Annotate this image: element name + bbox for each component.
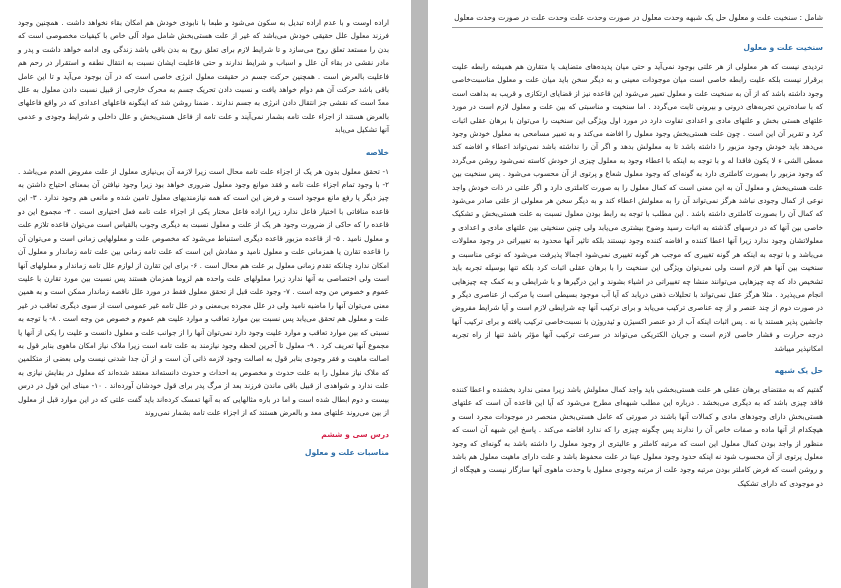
next-lesson-subtitle: مناسبات علت و معلول [304,448,389,458]
right-page [428,0,841,588]
page-header: شامل : سنخیت علت و معلول حل یک شبهه وحدت معلول در صورت وحدت علت وحدت علت در صورت وحدت معلول [452,12,823,28]
intro-paragraph: اراده اوست و با عدم اراده تبدیل به سکون می‌شود و طبعا با نابودی خودش هم امکان بقاء نخواهد داشت . همچنین وجود فرزند معلول علل حقیقی خودش می‌باشد که غیر از علت هستی‌بخش شامل مواد آلی خاص با کیفیات مخصوصی است که بدن را مستعد تعلق روح می‌سازد و تا شرایط لازم برای تعلق روح به بدن باقی باشد زندگی وی ادامه خواهد داشت و پدر و مادر نقشی در بقاء آن علل و اسباب و شرایط ندارند و حتی فاعلیت ایشان نسبت به انتقال نطفه و استقرار در رحم هم فاعلیت بالعرض است . همچنین حرکت جسم در حقیقت معلول انرژی خاصی است که در آن بوجود می‌آید و تا این عامل باقی باشد حرکت آن هم دوام خواهد یافت و نسبت دادن تحریک جسم به محرک خارجی از قبیل نسبت دادن معلول به علل معدّ است که نقشی جز انتقال دادن انرژی به جسم ندارند . ضمنا روشن شد که اینگونه فاعلهای اعدادی که در واقع فاعلهای بالعرض هستند از اجزاء علت تامه بشمار نمی‌آیند و علت تامه از فاعل هستی‌بخش و علل داخلی و شرایط وجودی و عدمی آنها تشکیل می‌یابد [18,18,389,135]
section-heading-causal-congruence: سنخیت علت و معلول [743,43,823,52]
summary-heading: خلاصه [365,147,389,157]
section-paragraph-causal-congruence: تردیدی نیست که هر معلولی از هر علتی بوجود نمی‌آید و حتی میان پدیده‌های متضایف یا متقارن هم همیشه رابطه علیت برقرار نیست بلکه علیت رابطه خاصی است میان موجودات معینی و به دیگر سخن باید میان علت و معلول مناسبت‌خاصی وجود داشته باشد که از آن به سنخیت علت و معلول تعبیر می‌شود این قاعده نیز از قضایای ارتکازی و قریب به بداهت است که با ساده‌ترین تجربه‌های درونی و بیرونی ثابت می‌گردد . اما سنخیت و مناسبتی که بین علت و معلول لازم است در مورد علتهای هستی بخش و علتهای مادی و اعدادی تفاوت دارد در مورد اول ویژگی این سنخیت را می‌توان با برهان عقلی اثبات کرد و تقریر آن این است . چون علت هستی‌بخش وجود معلول را افاضه می‌کند و به تعبیر مسامحی به معلول خودش وجود می‌دهد باید خودش وجود مزبور را داشته باشد تا به معلولش بدهد و اگر آن را نداشته باشد نمی‌تواند اعطاء و افاضه کند معطی الشی ء لا یکون فاقدا له و با توجه به اینکه با اعطاء وجود به معلول چیزی از خودش کاسته نمی‌شود روشن می‌گردد که وجود مزبور را بصورت کاملتری دارد به گونه‌ای که وجود معلول شعاع و پرتوی از آن محسوب می‌شود . پس سنخیت بین علت هستی‌بخش و معلول آن به این معنی است که کمال معلول را به صورت کاملتری دارد و اگر علتی در ذات خودش واجد نوعی از کمال وجودی نباشد هرگز نمی‌تواند آن را به معلولش اعطاء کند و به دیگر سخن هر معلولی از علتی صادر می‌شود که کمال آن را بصورت کاملتری داشته باشد . این مطلب با توجه به رابط بودن معلول نسبت به علت هستی‌بخش و تشکیک خاصی بین آنها که در درسهای گذشته به اثبات رسید وضوح بیشتری می‌یابد ولی چنین سنخیتی بین علتهای مادی و اعدادی و معلولاتشان وجود ندارد زیرا آنها اعطا کننده و افاضه کننده وجود نیستند بلکه تاثیر آنها محدود به تغییراتی در وجود معلولات می‌باشد و با توجه به اینکه هر گونه تغییری که موجب هر گونه تغییری نمی‌شود اجمالا پذیرفت می‌شود که نوعی مناسبت و سنخیت بین آنها هم لازم است ولی نمی‌توان ویژگی این سنخیت را با برهان عقلی اثبات کرد بلکه تنها بوسیله تجربه باید تشخیص داد که چه چیزهایی می‌توانند منشا چه تغییراتی در اشیاء بشوند و این درگیرها و با شرایطی و به کمک چه چیزهایی انجام می‌پذیرد . مثلا هرگز عقل نمی‌تواند با تحلیلات ذهنی دریابد که آیا آب موجود بسیطی است یا مرکب از عناصری دیگر و در صورت دوم از چند عنصر و از چه عناصری ترکیب می‌یابد و برای ترکیب آنها چه شرایطی لازم است و آیا شرایط مفروض جانشین پذیر هستند یا نه . پس اثبات اینکه آب از دو عنصر اکسیژن و ئیدروژن با نسبت‌خاصی ترکیب یافته و برای ترکیب آنها درجه حرارت و فشار خاصی لازم است و جریان الکتریکی می‌تواند در سرعت ترکیب آنها مؤثر باشد تنها از راه تجربه امکانپذیر میباشد [452,62,823,353]
next-lesson-title: درس سی و ششم [321,430,389,440]
left-page [0,0,411,588]
section-paragraph-resolving-doubt: گفتیم که به مقتضای برهان عقلی هر علت هستی‌بخشی باید واجد کمال معلولش باشد زیرا معنی ندارد بخشنده و اعطا کننده فاقد چیزی باشد که به دیگری می‌بخشد . درباره این مطلب شبهه‌ای مطرح می‌شود که آیا این قاعده آن است که علتهای هستی‌بخش دارای وجودهای مادی و کمالات آنها باشند در صورتی که عامل هستی‌بخش منحصر در موجودات مجرد است و هیچکدام از آنها ماده و صفات خاص آن را ندارند پس چگونه چیزی را که ندارد افاضه می‌کند . پاسخ این شبهه آن است که منظور از واجد بودن کمال معلول این است که مرتبه کاملتر و عالیتری از وجود معلول را داشته باشد به گونه‌ای که وجود معلول پرتوی از آن محسوب شود نه اینکه حدود وجود معلول عینا در علت محفوظ باشد و علت دارای ماهیت معلول هم باشد و روشن است که فرض کاملتر بودن مرتبه وجود علت از مرتبه وجودی معلول با وحدت ماهوی آنها سازگار نیست و هیچگاه از دو موجودی که دارای تشکیک [452,384,823,488]
section-heading-resolving-doubt: حل یک شبهه [774,365,823,375]
summary-paragraph: ۱- تحقق معلول بدون هر یک از اجزاء علت تامه محال است زیرا لازمه آن بی‌نیازی معلول از علت مفروض العدم می‌باشد . ۲- با وجود تمام اجزاء علت تامه و فقد موانع وجود معلول ضروری خواهد بود زیرا وجود نیافتن آن بمعنای احتیاج داشتن به چیز دیگر یا رفع مانع موجود است و فرض این است که همه نیازمندیهای معلول تامین شده و مانعی هم وجود ندارد . ۳- این قاعده منافاتی با اختیار فاعل ندارد زیرا اراده فاعل مختار یکی از اجزاء علت تامه فعل اختیاری است . ۴- مجموع این دو قاعده را که حاکی از ضرورت وجود هر یک از علت و معلول نسبت به دیگری وجوب بالقیاس است می‌توان قاعده تلازم علت و معلول نامید . ۵- از قاعده مزبور قاعده دیگری استنباط می‌شود که مخصوص علت و معلولهایی زمانی است و می‌توان آن را قاعده تقارن یا همزمانی علت و معلول نامید و مفادش این است که علت تامه زمانی بین علت تامه زماندار و معلول آن امکان ندارد چنانکه تقدم زمانی معلول بر علت هم محال است . ۶- برای این تقارن از لوازم علل تامه زماندار و معلولهای آنها است ولی اختصاصی به آنها ندارد زیرا معلولهای علت واحده هم لزوما همزمان هستند پس نسبت بین مورد تقارن با علیت عموم و خصوص من وجه است . ۷- وجود علت قبل از تحقق معلول فقط در مورد علل ناقصه زماندار ممکن است و به همین معنی می‌توان آنها را ماضیه نامید ولی در علل مجرده بی‌معنی و در علل تامه غیر عمومی است از سوی دیگری تعاقب در غیر علت و معلول هم تحقق می‌یابد پس نسبت بین موارد تعاقب و موارد علیت هم عموم و خصوص من وجه است . ۸- با توجه به نسبتی که بین موارد تعاقب و موارد علیت وجود دارد نمی‌توان آنها را از جوانب علت و معلول دانست و علیت را یکی از آنها یا مجموع آنها تعریف کرد . ۹- معلول تا آخرین لحظه وجود نیازمند به علت تامه است زیرا ملاک نیاز امکان ماهوی بنابر قول به اصالت ماهیت و فقر وجودی بنابر قول به اصالت وجود لازمه ذاتی آن است و از آن جدا شدنی نیست ولی بعضی از متکلمین که ملاک نیاز معلول را به علت حدوث و مخصوص به احداث و حدوث دانسته‌اند معتقد شده‌اند که معلول در بقایش نیازی به علت ندارد و شواهدی از قبیل باقی ماندن فرزند بعد از مرگ پدر برای قول خودشان آورده‌اند . ۱۰- مبنای این قول در درس بیست و دوم ابطال شده است و اما در باره مثالهایی که به آنها تمسک کرده‌اند باید گفت علتی که در این موارد قبل از معلول از بین می‌روند علتهای معد و بالعرض هستند که از اجزاء علت تامه بشمار نمی‌روند [18,166,390,417]
